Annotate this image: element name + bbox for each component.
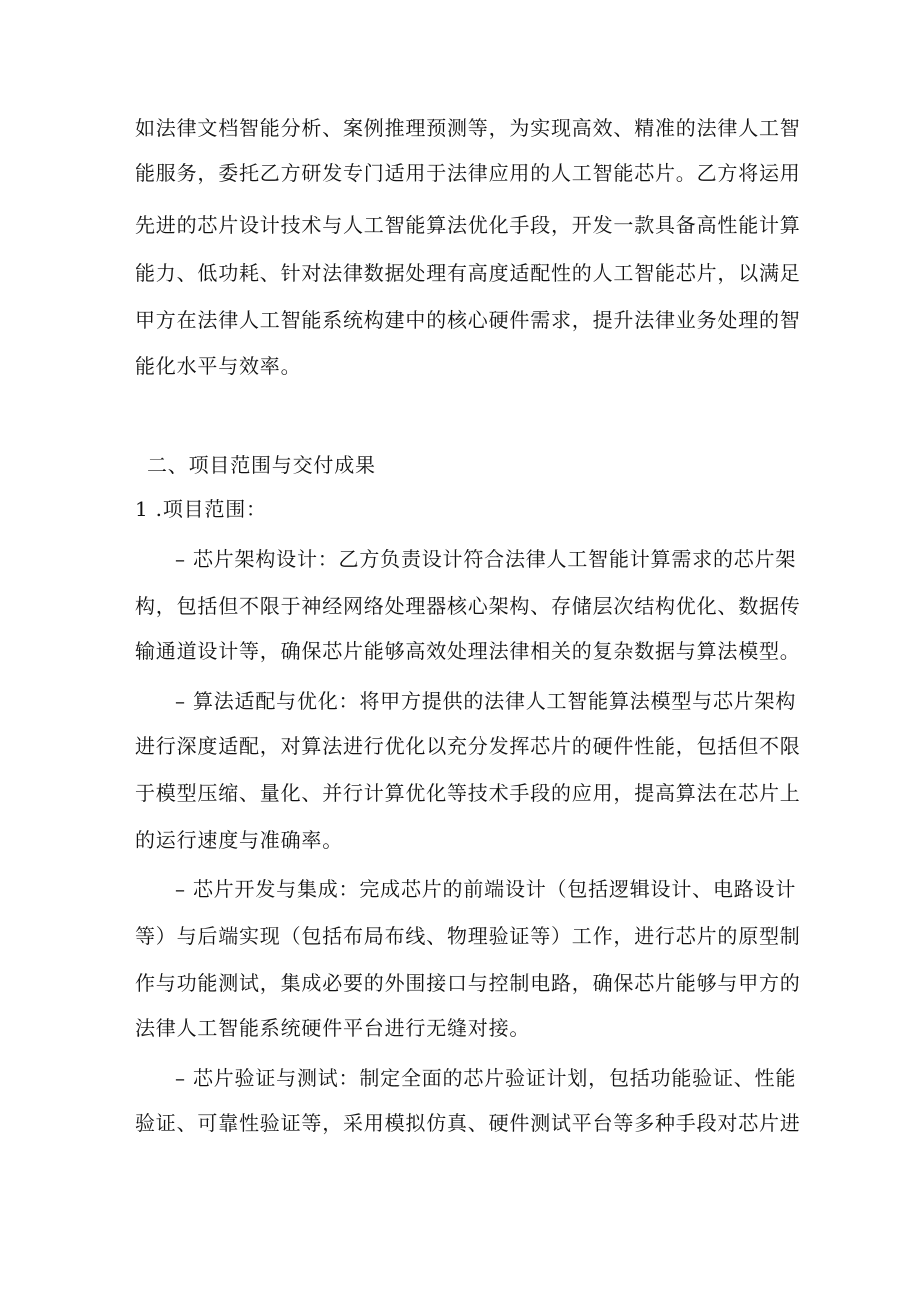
paragraph-line: 作与功能测试，集成必要的外围接口与控制电路，确保芯片能够与甲方的 [135,971,801,995]
paragraph-line: 验证、可靠性验证等，采用模拟仿真、硬件测试平台等多种手段对芯片进 [135,1111,801,1135]
paragraph-line: 先进的芯片设计技术与人工智能算法优化手段，开发一款具备高性能计算 [135,213,801,237]
paragraph-line: 构，包括但不限于神经网络处理器核心架构、存储层次结构优化、数据传 [135,594,801,618]
paragraph-line: 能服务，委托乙方研发专门适用于法律应用的人工智能芯片。乙方将运用 [135,161,801,185]
paragraph-line: 能化水平与效率。 [135,354,302,378]
paragraph-line: 的运行速度与准确率。 [135,828,343,852]
paragraph-line: 进行深度适配，对算法进行优化以充分发挥芯片的硬件性能，包括但不限 [135,734,801,758]
paragraph-line: 能力、低功耗、针对法律数据处理有高度适配性的人工智能芯片，以满足 [135,261,801,285]
paragraph-line: 等）与后端实现（包括布局布线、物理验证等）工作，进行芯片的原型制 [135,924,801,948]
paragraph-line: 如法律文档智能分析、案例推理预测等，为实现高效、精准的法律人工智 [135,116,801,140]
paragraph-line: 输通道设计等，确保芯片能够高效处理法律相关的复杂数据与算法模型。 [135,639,801,663]
sub-heading: 1 .项目范围： [135,497,267,521]
paragraph-line: 法律人工智能系统硬件平台进行无缝对接。 [135,1016,531,1040]
paragraph-line: – 芯片验证与测试：制定全面的芯片验证计划，包括功能验证、性能 [175,1066,797,1090]
paragraph-line: 甲方在法律人工智能系统构建中的核心硬件需求，提升法律业务处理的智 [135,308,801,332]
paragraph-line: – 算法适配与优化：将甲方提供的法律人工智能算法模型与芯片架构 [175,689,797,713]
paragraph-line: – 芯片架构设计：乙方负责设计符合法律人工智能计算需求的芯片架 [175,547,797,571]
paragraph-line: 于模型压缩、量化、并行计算优化等技术手段的应用，提高算法在芯片上 [135,781,801,805]
paragraph-line: – 芯片开发与集成：完成芯片的前端设计（包括逻辑设计、电路设计 [175,877,797,901]
section-heading: 二、项目范围与交付成果 [147,453,376,477]
